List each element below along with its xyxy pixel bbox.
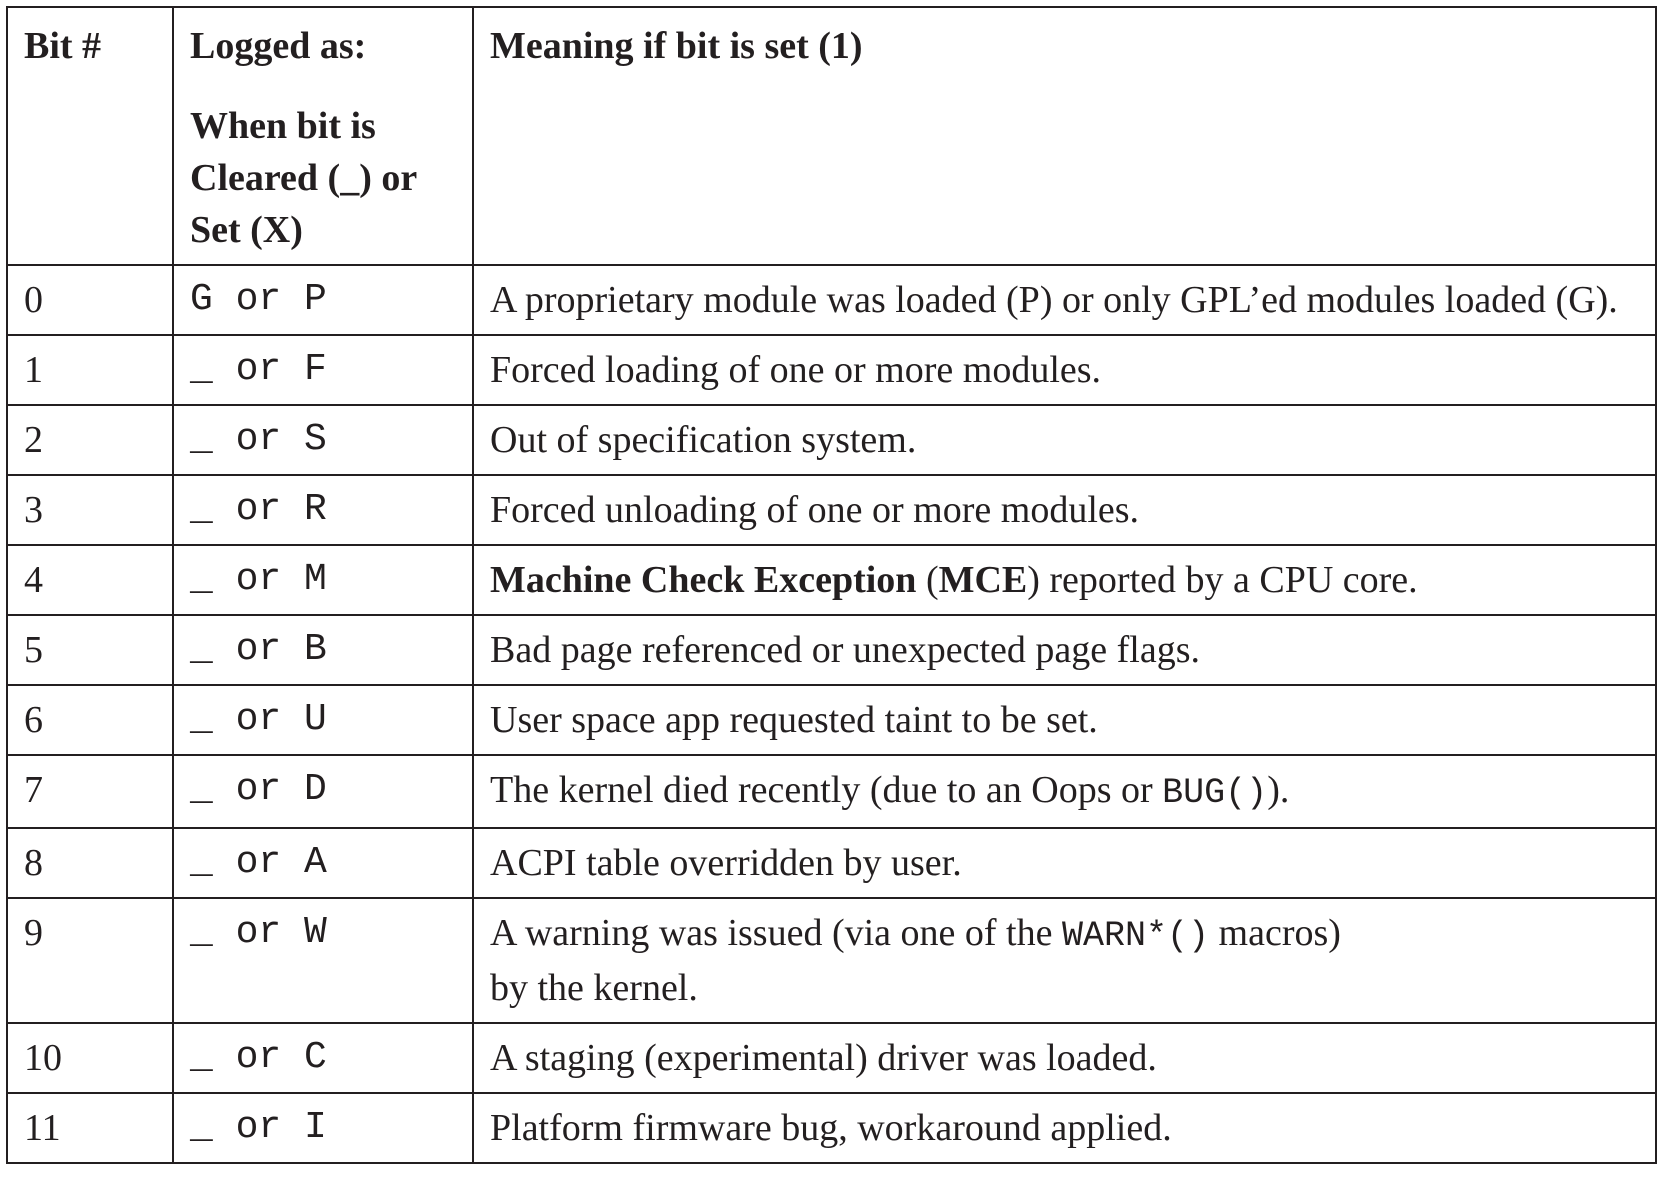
meaning-bold-term: MCE (938, 559, 1028, 601)
header-row (7, 7, 1656, 265)
meaning-bold-term: Machine Check Exception (490, 559, 917, 601)
meaning-text: ( (916, 559, 939, 601)
meaning-text: Platform firmware bug, workaround applied. (490, 1107, 1172, 1149)
bit-number-cell: 1 (7, 335, 173, 405)
table-row (7, 405, 1656, 475)
meaning-cell (473, 1023, 1656, 1093)
header-bit (7, 7, 173, 265)
table-row (7, 265, 1656, 335)
table-row (7, 615, 1656, 685)
bit-number-cell: 4 (7, 545, 173, 615)
logged-as-cell: _ or M (173, 545, 473, 615)
logged-as-cell: _ or B (173, 615, 473, 685)
table-row (7, 1023, 1656, 1093)
logged-as-cell: _ or S (173, 405, 473, 475)
meaning-text: A proprietary module was loaded (P) or only GPL’ed modules loaded (G). (490, 279, 1618, 321)
logged-as-cell: G or P (173, 265, 473, 335)
table-row (7, 545, 1656, 615)
meaning-cell (473, 685, 1656, 755)
table-row (7, 475, 1656, 545)
logged-as-cell: _ or F (173, 335, 473, 405)
header-logged-as (173, 7, 473, 265)
logged-as-cell: _ or A (173, 828, 473, 898)
logged-as-cell: _ or R (173, 475, 473, 545)
meaning-text: A warning was issued (via one of the (490, 912, 1062, 954)
meaning-text: by the kernel. (490, 967, 698, 1009)
logged-as-cell: _ or I (173, 1093, 473, 1163)
meaning-code: WARN*() (1062, 916, 1210, 956)
table-row (7, 335, 1656, 405)
header-logged-sublabel: When bit is Cleared (_) or Set (X) (190, 105, 417, 251)
meaning-cell (473, 615, 1656, 685)
table-row (7, 898, 1656, 1023)
logged-as-cell: _ or C (173, 1023, 473, 1093)
bit-number-cell: 3 (7, 475, 173, 545)
meaning-cell (473, 475, 1656, 545)
meaning-text: Forced unloading of one or more modules. (490, 489, 1140, 531)
meaning-cell (473, 755, 1656, 828)
logged-as-cell: _ or D (173, 755, 473, 828)
meaning-cell (473, 265, 1656, 335)
bit-number-cell: 7 (7, 755, 173, 828)
meaning-text: ). (1267, 769, 1290, 811)
bit-number-cell: 2 (7, 405, 173, 475)
bit-number-cell: 8 (7, 828, 173, 898)
table-header (7, 7, 1656, 265)
taint-flags-table (6, 6, 1657, 1164)
table-row (7, 755, 1656, 828)
bit-number-cell: 11 (7, 1093, 173, 1163)
bit-number-cell: 0 (7, 265, 173, 335)
bit-number-cell: 9 (7, 898, 173, 1023)
meaning-text: ACPI table overridden by user. (490, 842, 962, 884)
meaning-cell (473, 405, 1656, 475)
meaning-cell (473, 1093, 1656, 1163)
header-meaning-label: Meaning if bit is set (1) (490, 25, 863, 67)
meaning-text: The kernel died recently (due to an Oops or (490, 769, 1163, 811)
header-meaning (473, 7, 1656, 265)
bit-number-cell: 6 (7, 685, 173, 755)
meaning-text: User space app requested taint to be set. (490, 699, 1098, 741)
meaning-cell (473, 545, 1656, 615)
bit-number-cell: 5 (7, 615, 173, 685)
table-row (7, 1093, 1656, 1163)
header-logged-label: Logged as: (190, 25, 367, 67)
logged-as-cell: _ or U (173, 685, 473, 755)
meaning-text: macros) (1209, 912, 1341, 954)
meaning-text: Out of specification system. (490, 419, 917, 461)
header-bit-label: Bit # (24, 25, 102, 67)
table-row (7, 685, 1656, 755)
meaning-cell (473, 898, 1656, 1023)
table-body (7, 265, 1656, 1163)
meaning-text: Forced loading of one or more modules. (490, 349, 1102, 391)
meaning-text: A staging (experimental) driver was loaded. (490, 1037, 1157, 1079)
meaning-text: Bad page referenced or unexpected page flags. (490, 629, 1201, 671)
meaning-cell (473, 828, 1656, 898)
meaning-cell (473, 335, 1656, 405)
table-row (7, 828, 1656, 898)
logged-as-cell: _ or W (173, 898, 473, 1023)
meaning-text: ) reported by a CPU core. (1027, 559, 1418, 601)
meaning-code: BUG() (1162, 773, 1268, 813)
bit-number-cell: 10 (7, 1023, 173, 1093)
